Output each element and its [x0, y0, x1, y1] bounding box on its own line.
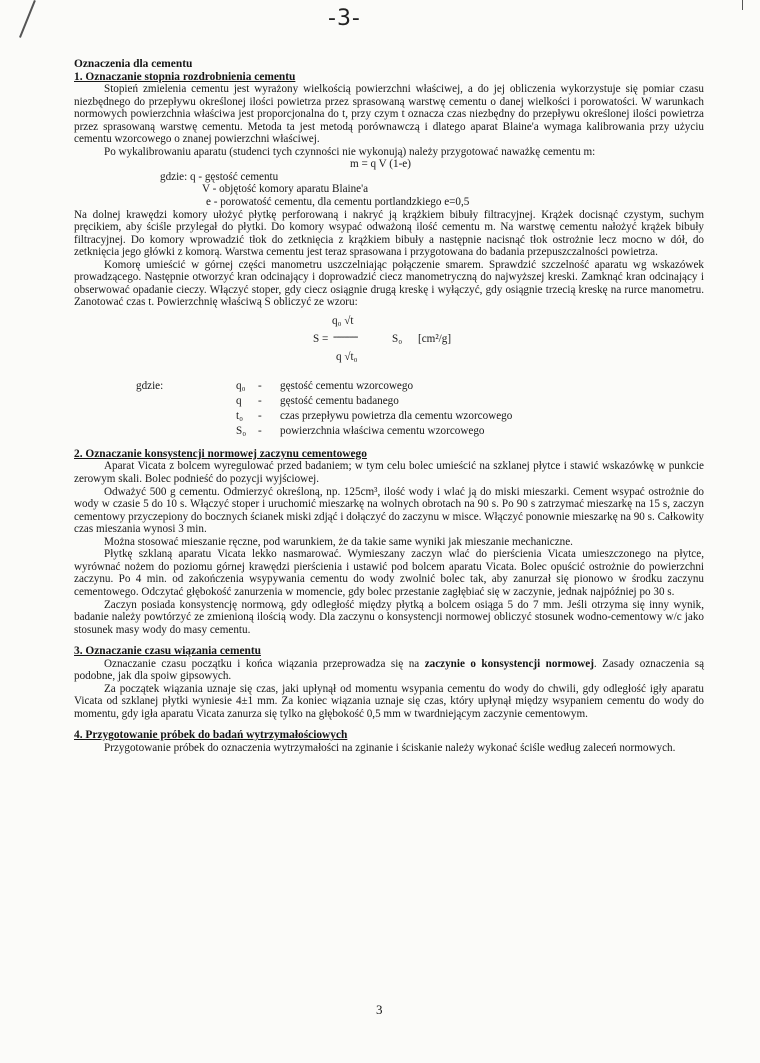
- definition-description: gęstość cementu wzorcowego: [280, 380, 414, 393]
- section-1-paragraph-4: Komorę umieścić w górnej części manometru uszczelniając połączenie smarem. Sprawdzić szczelność aparatu wg wskazówek prowadzącego. Następnie otworzyć kran odcinający i doprowadzić ciecz manometryczną do najwyższej kreski. Zamknąć kran odcinający i obserwować opadanie cieczy. Włączyć stoper, gdy ciecz osiągnie drugą kreskę i wyłączyć, gdy osiągnie trzecią kreskę na rurce manometru. Zanotować czas t. Powierzchnię właściwą S obliczyć ze wzoru:: [74, 258, 704, 309]
- definition-symbol: q₀: [236, 380, 246, 393]
- definition-symbol: t₀: [236, 410, 243, 423]
- def-v: V - objętość komory aparatu Blaine'a: [202, 183, 369, 196]
- mass-formula-definitions: [74, 171, 704, 209]
- s3-p1-bold-term: zaczynie o konsystencji normowej: [424, 657, 594, 670]
- section-4-heading: 4. Przygotowanie próbek do badań wytrzymałościowych: [74, 729, 348, 742]
- section-4-paragraph-1: Przygotowanie próbek do oznaczenia wytrzymałości na zginanie i ściskanie należy wykonać ściśle według zaleceń normowych.: [104, 741, 676, 754]
- definition-description: gęstość cementu badanego: [280, 395, 399, 408]
- definition-row: [74, 379, 704, 394]
- section-2-paragraph-5: Zaczyn posiada konsystencję normową, gdy odległość między płytką a bolcem osiąga 5 do 7 mm. Jeśli otrzyma się inny wynik, badanie należy powtórzyć ze zmienioną ilością wody. Dla zaczynu o konsystencji normowej obliczyć stosunek wodno-cementowy w/c jako stosunek masy wody do masy cementu.: [74, 598, 704, 636]
- scan-corner-mark: [742, 0, 743, 10]
- document-body: [74, 58, 704, 755]
- document-title: Oznaczenia dla cementu: [74, 58, 193, 70]
- section-1-heading: 1. Oznaczanie stopnia rozdrobnienia cementu: [74, 70, 296, 83]
- formula-definitions: [74, 379, 704, 439]
- definition-dash: -: [258, 395, 262, 408]
- def-e: e - porowatość cementu, dla cementu portlandzkiego e=0,5: [206, 196, 470, 209]
- section-2-paragraph-4: Płytkę szklaną aparatu Vicata lekko nasmarować. Wymieszany zaczyn wlać do pierścienia Vicata umieszczonego na płytce, wyrównać nożem do poziomu górnej krawędzi pierścienia i ustawić pod bolcem aparatu Vicata. Bolec opuścić ostrożnie do powierzchni zaczynu. Po 4 min. od zakończenia wsypywania cementu do wody zwolnić bolec tak, aby zanurzał się pionowo w środku zaczynu cementowego. Odczytać głębokość zanurzenia w momencie, gdy bolec przestanie zagłębiać się w zaczynie, jednak najpóźniej po 30 s.: [74, 548, 704, 598]
- section-2-paragraph-3: Można stosować mieszanie ręczne, pod warunkiem, że da takie same wyniki jak mieszanie mechaniczne.: [104, 535, 573, 548]
- definition-description: powierzchnia właściwa cementu wzorcowego: [280, 425, 485, 438]
- definition-row: [74, 394, 704, 409]
- definition-lead: gdzie:: [136, 380, 164, 393]
- section-1-paragraph-2: Po wykalibrowaniu aparatu (studenci tych czynności nie wykonują) należy przygotować naważkę cementu m:: [104, 145, 596, 158]
- specific-surface-formula: [74, 311, 704, 375]
- formula-denominator: q √t₀: [336, 350, 358, 363]
- formula-unit: [cm²/g]: [418, 332, 452, 345]
- section-2-heading: 2. Oznaczanie konsystencji normowej zaczynu cementowego: [74, 447, 367, 460]
- formula-fraction-bar: ---------: [333, 330, 358, 343]
- definition-symbol: S₀: [236, 425, 247, 438]
- def-q: gdzie: q - gęstość cementu: [160, 170, 279, 183]
- definition-symbol: q: [236, 395, 242, 408]
- mass-formula: m = q V (1-e): [350, 158, 411, 171]
- definition-row: [74, 409, 704, 424]
- formula-lhs: S =: [313, 332, 329, 345]
- definition-row: [74, 424, 704, 439]
- section-1-paragraph-1: Stopień zmielenia cementu jest wyrażony wielkością powierzchni właściwej, a do jej obliczenia wykorzystuje się pomiar czasu niezbędnego do przepływu określonej ilości powietrza przez sprasowaną warstwę cementu o danej wielkości i porowatości. W warunkach normowych powierzchnia właściwa jest proporcjonalna do t, przy czym t oznacza czas niezbędny do przepływu określonej ilości powietrza przez sprasowaną warstwę cementu. Metoda ta jest metodą porównawczą i dlatego aparat Blaine'a wymaga kalibrowania przy użyciu cementu wzorcowego o znanej powierzchni właściwej.: [74, 83, 704, 146]
- handwritten-page-number: -3-: [328, 6, 361, 31]
- definition-dash: -: [258, 410, 262, 423]
- section-3-paragraph-1: [74, 658, 704, 683]
- s3-p1-text-b: . Zasady oznaczenia są podobne, jak dla spoiw gipsowych.: [74, 657, 705, 683]
- formula-numerator: q₀ √t: [332, 314, 354, 327]
- section-2-paragraph-1: Aparat Vicata z bolcem wyregulować przed badaniem; w tym celu bolec umieścić na szklanej płytce i stawić wskazówkę w punkcie zerowym skali. Bolec podnieść do pozycji wyjściowej.: [74, 460, 704, 486]
- section-3-heading: 3. Oznaczanie czasu wiązania cementu: [74, 645, 261, 658]
- section-2-paragraph-2: Odważyć 500 g cementu. Odmierzyć określoną, np. 125cm³, ilość wody i wlać ją do miski mieszarki. Cement wsypać ostrożnie do wody w czasie 5 do 10 s. Włączyć stoper i uruchomić mieszarkę na wolnych obrotach na 90 s. Po 90 s zatrzymać mieszarkę na 15 s, zaczyn cementowy przyczepiony do bocznych ścianek miski zdjąć i dołączyć do zaczynu w misce. Włączyć ponownie mieszarkę na 90 s. Całkowity czas mieszania wynosi 3 min.: [74, 485, 704, 536]
- definition-dash: -: [258, 425, 262, 438]
- section-1-paragraph-3: Na dolnej krawędzi komory ułożyć płytkę perforowaną i nakryć ją krążkiem bibuły filtracyjnej. Krążek docisnąć czystym, suchym pręcikiem, aby ściśle przylegał do płytki. Do komory wsypać odważoną ilość cementu m. Na warstwę cementu nałożyć krążek bibuły filtracyjnej. Do komory wprowadzić tłok do zetknięcia z krążkiem bibuły a następnie nacisnąć tłok ostrożnie lecz mocno w dół, do zetknięcia jego główki z komorą. Warstwa cementu jest teraz sprasowana i przygotowana do badania przepuszczalności powietrza.: [74, 208, 704, 259]
- definition-description: czas przepływu powietrza dla cementu wzorcowego: [280, 410, 513, 423]
- formula-factor: S₀: [392, 332, 403, 345]
- scan-line-mark: [19, 0, 36, 38]
- definition-dash: -: [258, 380, 262, 393]
- page-number: 3: [376, 1002, 383, 1017]
- s3-p1-text-a: Oznaczanie czasu początku i końca wiązania przeprowadza się na: [104, 657, 425, 670]
- section-3-paragraph-2: Za początek wiązania uznaje się czas, jaki upłynął od momentu wsypania cementu do wody do chwili, gdy odległość igły aparatu Vicata od szklanej płytki wyniesie 4±1 mm. Za koniec wiązania uznaje się czas, który upłynął między wsypaniem cementu do wody do momentu, gdy igła aparatu Vicata zanurza się tylko na głębokość 0,5 mm w twardniejącym zaczynie cementowym.: [74, 682, 704, 720]
